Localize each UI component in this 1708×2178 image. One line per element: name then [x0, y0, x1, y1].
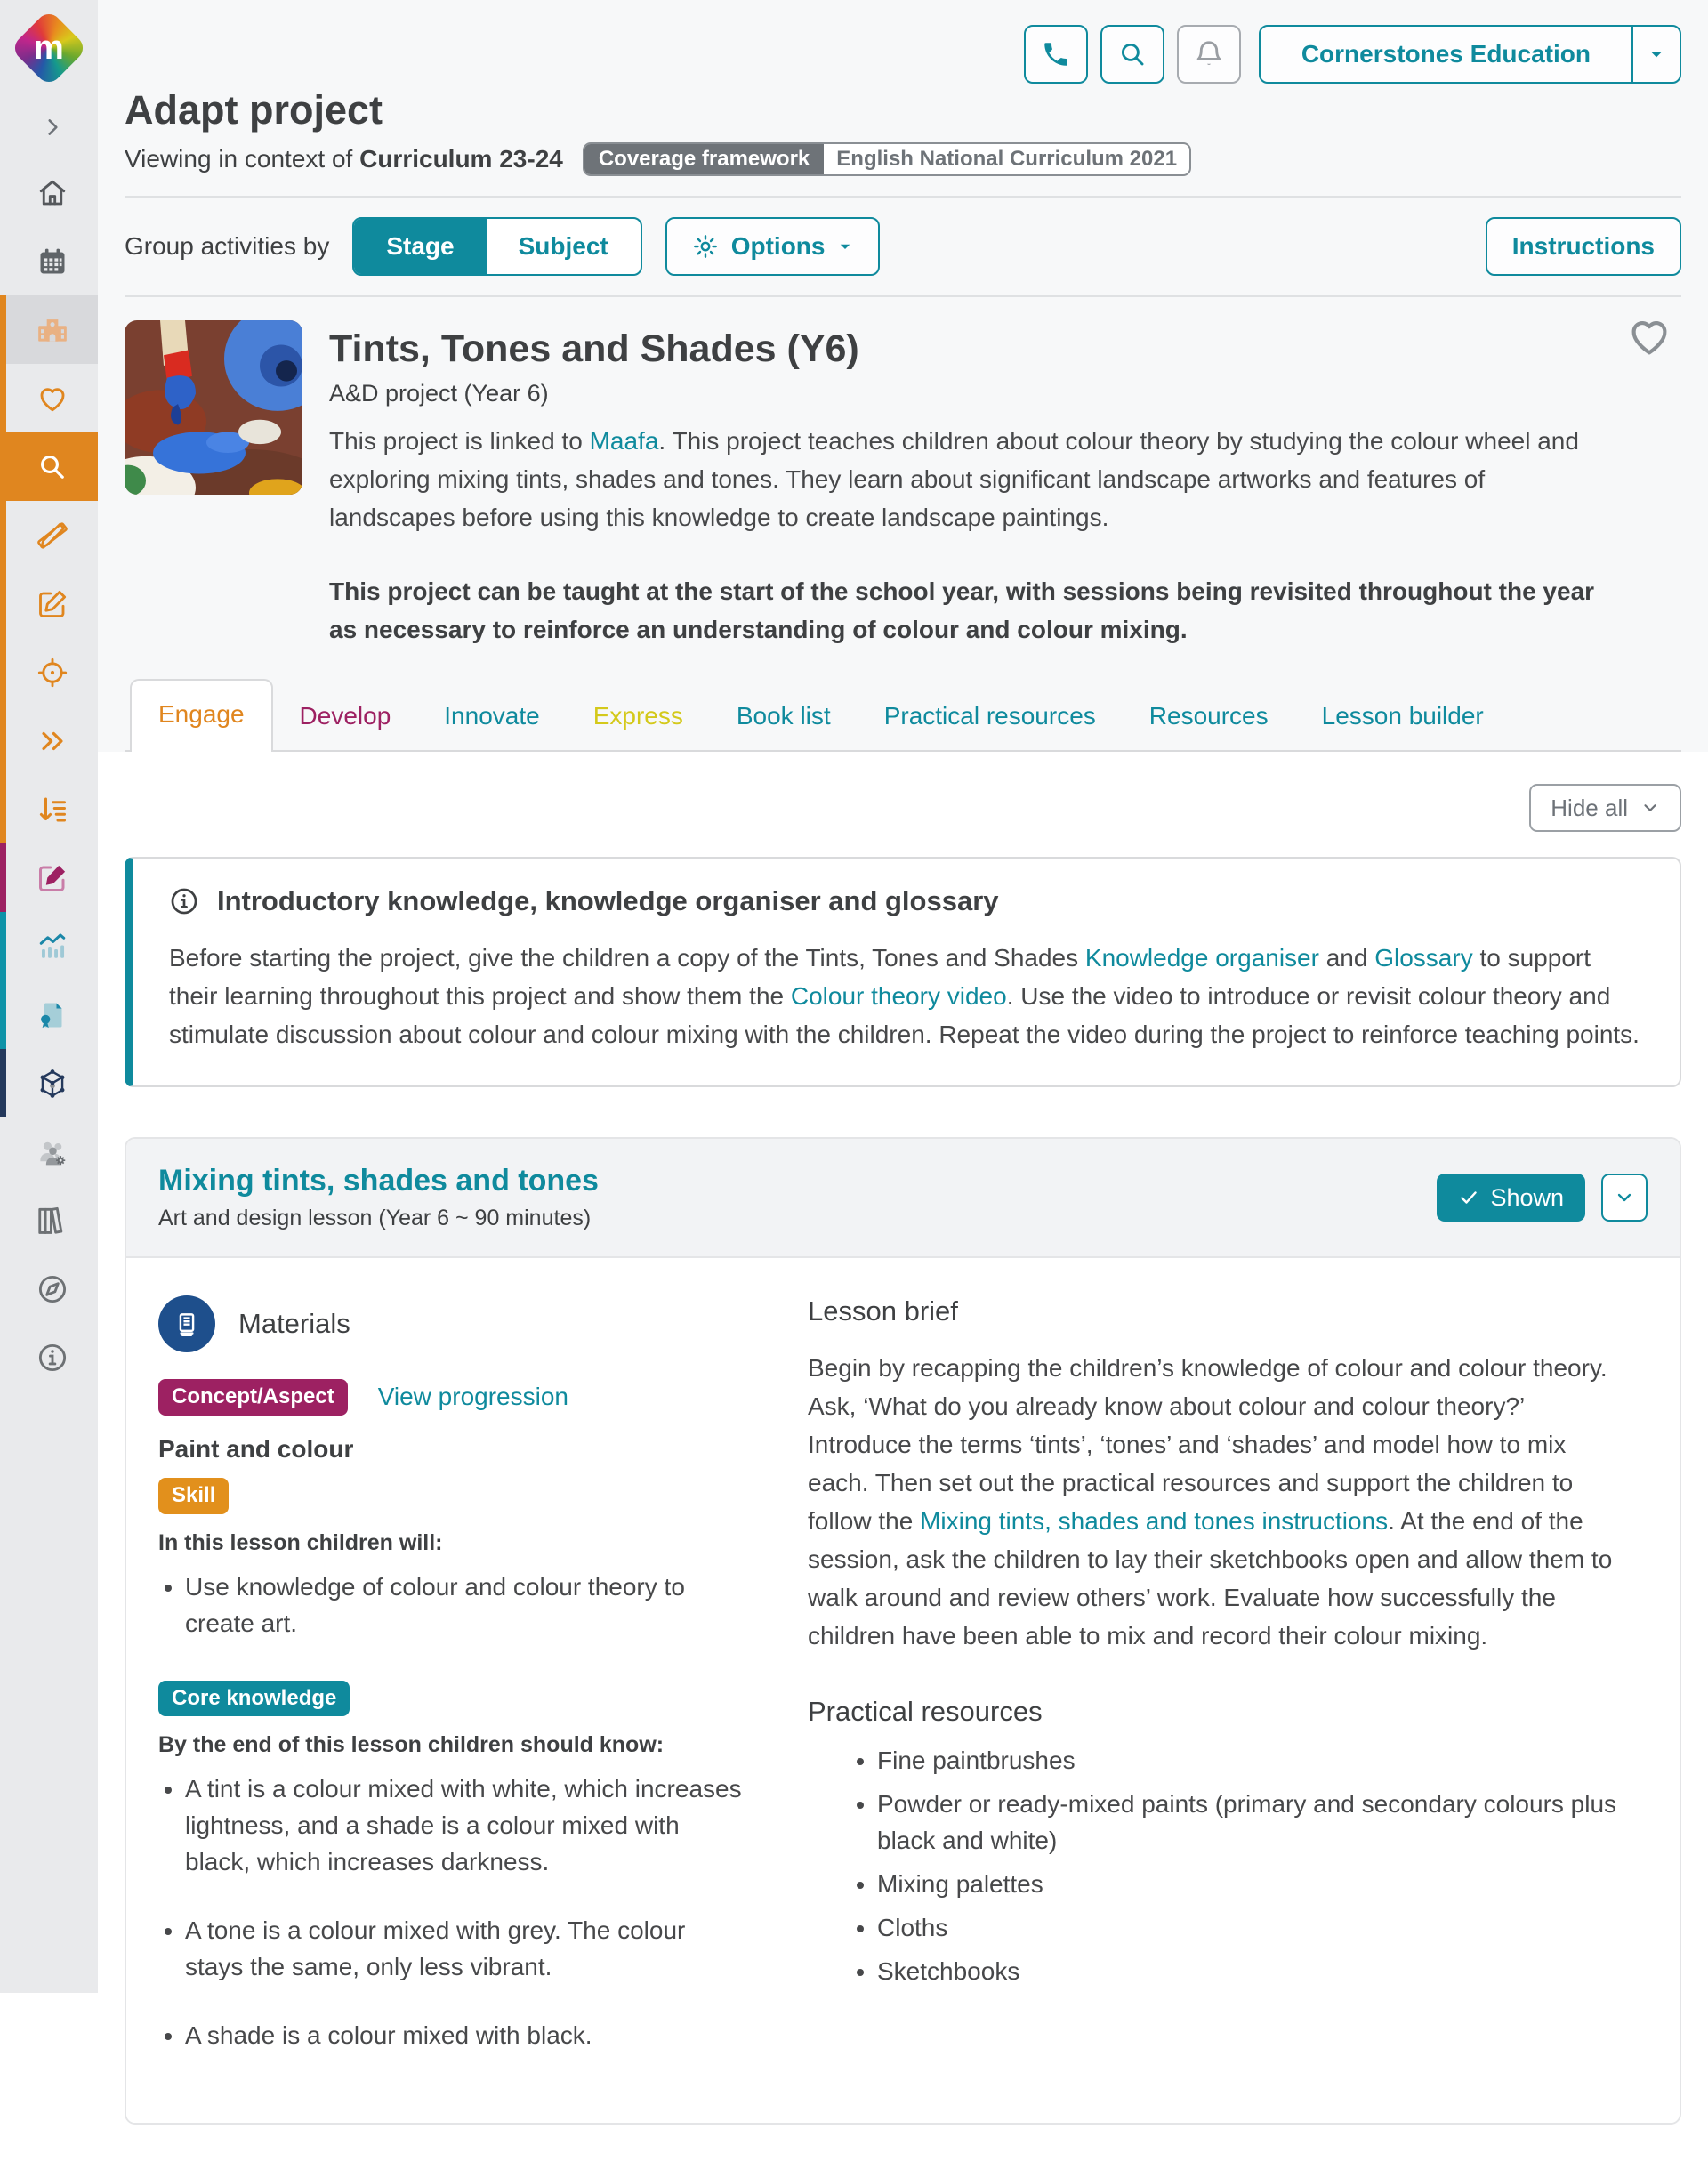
tab-resources[interactable]: Resources: [1148, 702, 1269, 730]
sidebar-item-analytics[interactable]: [0, 912, 98, 980]
context-row: [125, 142, 1681, 196]
library-icon: [36, 1204, 69, 1238]
page-title: Adapt project: [125, 87, 383, 133]
sidebar-item-search[interactable]: [0, 432, 98, 501]
school-icon: [36, 313, 69, 347]
sidebar-item-help[interactable]: [0, 1323, 98, 1392]
lesson-card-body: [126, 1258, 1680, 2123]
hide-all-button[interactable]: [1529, 784, 1681, 832]
project-title: Tints, Tones and Shades (Y6): [329, 327, 859, 370]
lesson-card-header: [126, 1139, 1680, 1258]
project-info: [329, 320, 1681, 649]
info-panel-title: Introductory knowledge, knowledge organiser and glossary: [217, 885, 999, 916]
project-thumbnail-image: [125, 320, 302, 495]
introductory-knowledge-panel: [125, 857, 1681, 1087]
account-menu-button[interactable]: [1259, 25, 1681, 84]
main-content: [98, 0, 1708, 2178]
lesson-brief-text: Begin by recapping the children’s knowledge of colour and colour theory. Ask, ‘What do you already know about colour and colour theory?’ Introduce the terms ‘tints’, ‘tones’ and ‘shades’ and model how to mix each. Then set out the practical resources and support the children to follow the Mixing tints, shades and tones instructions. At the end of the session, ask the children to lay their sketchbooks open and allow them to walk around and review others’ work. Evaluate how successfully the children have been able to mix and record their colour mixing.: [808, 1354, 1613, 1650]
project-description: This project is linked to Maafa. This project teaches children about colour theory by studying the colour wheel and exploring mixing tints, shades and tones. They learn about significant landscape artworks and features of landscapes before using this knowledge to create landscape paintings.: [329, 427, 1579, 531]
tab-engage[interactable]: Engage: [130, 679, 273, 752]
coverage-framework-value: English National Curriculum 2021: [836, 147, 1178, 171]
list-item: • Powder or ready-mixed paints (primary and secondary colours plus black and white): [877, 1786, 1621, 1859]
lesson-card: [125, 1137, 1681, 2125]
skill-list-intro: In this lesson children will:: [158, 1529, 443, 1555]
edit-icon: [36, 588, 68, 620]
user-management-icon: [36, 1135, 69, 1169]
heart-icon: [1626, 313, 1672, 359]
analytics-icon: [36, 931, 68, 963]
lesson-title-link[interactable]: Mixing tints, shades and tones: [158, 1164, 599, 1198]
list-item: • A shade is a colour mixed with black.: [185, 2017, 745, 2053]
sidebar-item-library[interactable]: [0, 1186, 98, 1254]
tab-practical-resources[interactable]: Practical resources: [883, 702, 1096, 730]
sidebar-item-skip[interactable]: [0, 706, 98, 775]
materials-heading: Materials: [238, 1308, 350, 1339]
sort-list-icon: [36, 794, 68, 826]
glossary-link[interactable]: Glossary: [1374, 944, 1473, 972]
tab-innovate[interactable]: Innovate: [444, 702, 540, 730]
gear-icon: [692, 233, 719, 260]
sidebar-item-target[interactable]: [0, 638, 98, 706]
sidebar-item-explore[interactable]: [0, 1254, 98, 1323]
lesson-brief-column: [808, 1295, 1648, 2085]
target-icon: [36, 657, 68, 689]
bell-icon: [1193, 38, 1225, 70]
list-item: • Use knowledge of colour and colour theory to create art.: [185, 1569, 745, 1642]
group-by-toggle: [352, 217, 641, 276]
phone-icon: [1041, 39, 1071, 69]
concept-name: Paint and colour: [158, 1434, 354, 1463]
list-item: • Sketchbooks: [877, 1953, 1621, 1989]
stage-toggle[interactable]: Stage: [354, 219, 486, 274]
sidebar-item-favourites[interactable]: [0, 364, 98, 432]
context-text: Viewing in context of Curriculum 23-24: [125, 145, 563, 173]
list-item: • Cloths: [877, 1909, 1621, 1946]
view-progression-link[interactable]: View progression: [377, 1383, 568, 1411]
list-item: • A tint is a colour mixed with white, which increases lightness, and a shade is a colour mixed with black, which increases darkness.: [185, 1771, 745, 1880]
materials-icon: [158, 1295, 215, 1352]
shown-toggle-button[interactable]: [1437, 1174, 1585, 1222]
hide-all-label: Hide all: [1551, 794, 1628, 821]
sidebar-item-home[interactable]: [0, 158, 98, 227]
tab-express[interactable]: Express: [592, 702, 683, 730]
maestro-logo-icon: m: [10, 9, 88, 87]
skill-list: [158, 1569, 745, 1642]
search-icon: [36, 451, 68, 483]
design-tools-icon: [36, 520, 68, 552]
calendar-icon: [36, 246, 68, 278]
instructions-button[interactable]: [1486, 217, 1681, 276]
materials-column: [158, 1295, 745, 2085]
practical-resources-list: [808, 1742, 1621, 1989]
sidebar-item-sort[interactable]: [0, 775, 98, 843]
knowledge-organiser-link[interactable]: Knowledge organiser: [1084, 944, 1319, 972]
core-knowledge-list: [158, 1771, 745, 2053]
check-icon: [1458, 1187, 1479, 1208]
concept-aspect-badge: Concept/Aspect: [158, 1379, 348, 1416]
favourite-button[interactable]: [1626, 313, 1672, 364]
tab-develop[interactable]: Develop: [299, 702, 391, 730]
book-icon: [172, 1309, 202, 1339]
sidebar-item-curriculum-map[interactable]: [0, 1049, 98, 1117]
subject-toggle[interactable]: Subject: [518, 232, 608, 260]
practical-resources-heading: Practical resources: [808, 1696, 1043, 1727]
info-panel-body: Before starting the project, give the children a copy of the Tints, Tones and Shades Knowledge organiser and Glossary to support their learning throughout this project and show them the Colour theory video. Use the video to introduce or revisit colour theory and stimulate discussion about colour and colour mixing with the children. Repeat the video during the project to reinforce teaching points.: [169, 944, 1640, 1048]
info-icon: [169, 886, 199, 916]
heart-icon: [36, 383, 68, 415]
search-button[interactable]: [1100, 25, 1164, 84]
list-item: • A tone is a colour mixed with grey. The colour stays the same, only less vibrant.: [185, 1912, 745, 1985]
sidebar-item-users[interactable]: [0, 1117, 98, 1186]
project-summary: [125, 297, 1681, 649]
core-knowledge-badge: Core knowledge: [158, 1681, 350, 1717]
certificate-icon: [36, 999, 68, 1031]
search-icon: [1117, 39, 1148, 69]
group-toolbar: [125, 198, 1681, 295]
caret-down-icon: [837, 238, 853, 254]
options-label: Options: [730, 232, 826, 260]
group-activities-label: Group activities by: [125, 232, 330, 260]
tab-book-list[interactable]: Book list: [736, 702, 831, 730]
caret-down-icon: [1631, 27, 1680, 82]
compass-icon: [36, 1272, 69, 1306]
skill-badge: Skill: [158, 1478, 229, 1514]
sidebar-item-compose[interactable]: [0, 843, 98, 912]
curriculum-name: Curriculum 23-24: [359, 145, 563, 173]
project-tabs: [125, 679, 1681, 752]
app-logo[interactable]: [0, 0, 98, 96]
core-list-intro: By the end of this lesson children should know:: [158, 1732, 665, 1758]
chevron-down-icon: [1614, 1187, 1635, 1208]
chevron-down-icon: [1640, 798, 1660, 818]
list-item: • Fine paintbrushes: [877, 1742, 1621, 1779]
project-subtitle: A&D project (Year 6): [329, 380, 549, 407]
project-note: This project can be taught at the start of the school year, with sessions being revisited throughout the year as necessary to reinforce an understanding of colour and colour mixing.: [329, 577, 1595, 643]
list-item: • Mixing palettes: [877, 1866, 1621, 1902]
sidebar-item-calendar[interactable]: [0, 227, 98, 295]
lesson-subtitle: Art and design lesson (Year 6 ~ 90 minutes): [158, 1206, 592, 1230]
sidebar-item-certificates[interactable]: [0, 980, 98, 1049]
double-chevron-icon: [37, 726, 68, 756]
instructions-label: Instructions: [1511, 232, 1655, 260]
phone-button[interactable]: [1024, 25, 1088, 84]
lesson-brief-heading: Lesson brief: [808, 1295, 958, 1327]
options-button[interactable]: [665, 217, 881, 276]
home-icon: [36, 177, 68, 209]
info-icon: [36, 1341, 69, 1375]
sidebar-item-design[interactable]: [0, 501, 98, 569]
network-cube-icon: [36, 1067, 69, 1101]
collapse-lesson-button[interactable]: [1601, 1174, 1648, 1222]
coverage-framework-label: Coverage framework: [584, 144, 824, 174]
sidebar-item-school[interactable]: [0, 295, 98, 364]
tab-lesson-builder[interactable]: Lesson builder: [1321, 702, 1484, 730]
chevron-right-icon: [41, 116, 64, 139]
compose-icon: [36, 862, 68, 894]
account-name: Cornerstones Education: [1301, 40, 1591, 68]
sidebar-expand[interactable]: [0, 96, 98, 158]
maafa-link[interactable]: Maafa: [589, 427, 659, 455]
sidebar-item-edit[interactable]: [0, 569, 98, 638]
shown-label: Shown: [1490, 1183, 1564, 1211]
colour-theory-video-link[interactable]: Colour theory video: [790, 982, 1007, 1010]
coverage-framework-badge: [583, 142, 1191, 176]
topbar: [125, 0, 1681, 85]
sidebar: [0, 0, 98, 1993]
mixing-instructions-link[interactable]: Mixing tints, shades and tones instructions: [920, 1507, 1389, 1535]
info-panel-title-row: [169, 885, 1644, 917]
notifications-button[interactable]: [1177, 25, 1241, 84]
